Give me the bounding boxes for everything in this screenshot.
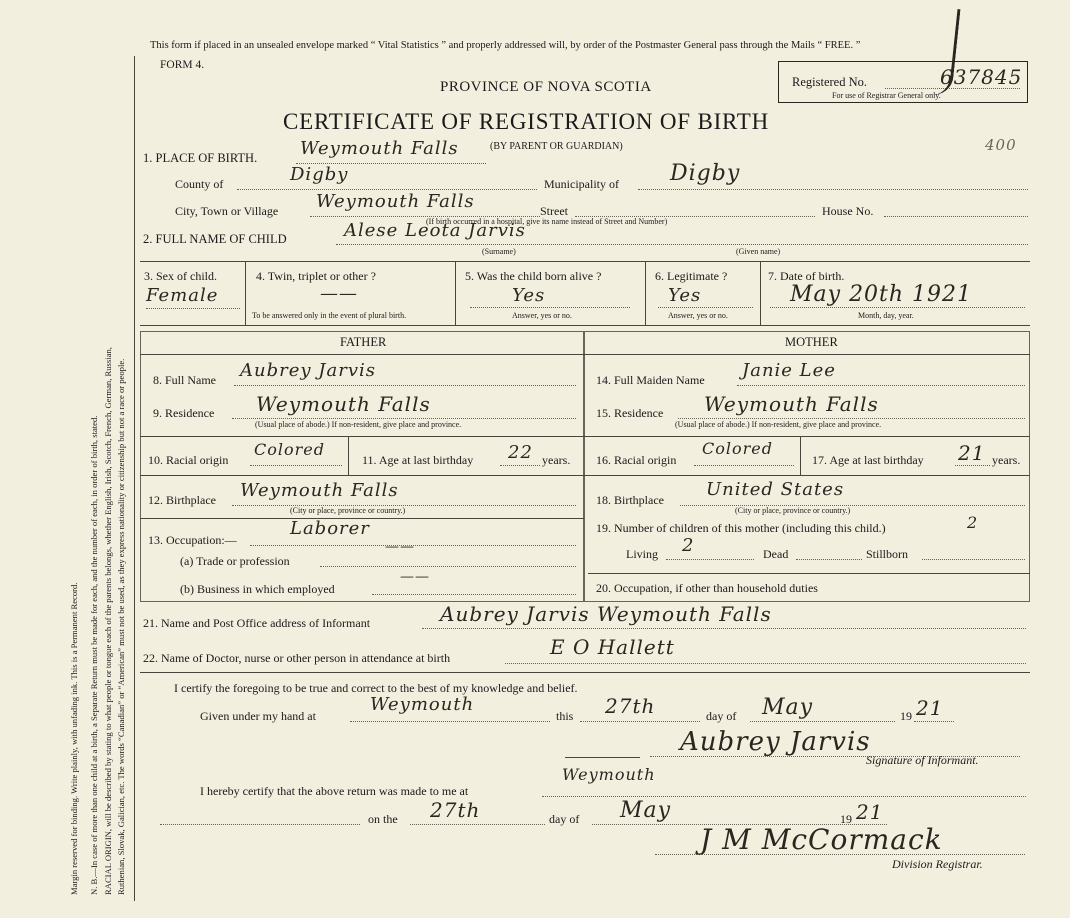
registration-month-value: May [620, 798, 672, 823]
dead-label: Dead [763, 547, 789, 561]
mother-birthplace-label: 18. Birthplace [596, 493, 664, 507]
on-the-label: on the [368, 812, 398, 826]
father-birthplace-label: 12. Birthplace [148, 493, 216, 507]
doctor-label: 22. Name of Doctor, nurse or other person in attendance at birth [143, 651, 451, 665]
mother-age-label: 17. Age at last birthday [812, 453, 924, 467]
living-label: Living [626, 547, 658, 561]
informant-signature: Aubrey Jarvis [680, 727, 871, 757]
born-alive-label: 5. Was the child born alive ? [465, 269, 602, 283]
county-label: County of [175, 177, 224, 191]
father-age-value: 22 [508, 442, 533, 463]
mother-residence-value: Weymouth Falls [704, 392, 879, 416]
division-registrar-label: Division Registrar. [892, 857, 983, 871]
mother-name-value: Janie Lee [742, 360, 836, 381]
surname-note: (Surname) [482, 247, 516, 256]
form-number: FORM 4. [160, 59, 205, 71]
hereby-certify-label: I hereby certify that the above return was made to me at [200, 784, 469, 798]
child-name-label: 2. FULL NAME OF CHILD [143, 232, 287, 246]
given-place-value: Weymouth [370, 694, 475, 715]
father-racial-label: 10. Racial origin [148, 453, 229, 467]
given-month-value: May [762, 695, 814, 720]
father-racial-value: Colored [254, 440, 325, 459]
mother-birthplace-value: United States [706, 479, 845, 500]
certify-statement: I certify the foregoing to be true and correct to the best of my knowledge and belief. [174, 681, 578, 695]
registration-day-value: 27th [430, 798, 481, 822]
doctor-value: E O Hallett [550, 635, 675, 659]
registered-label: Registered No. [792, 75, 867, 89]
child-name-value: Alese Leota Jarvis [344, 220, 526, 241]
place-of-birth-value: Weymouth Falls [300, 138, 459, 159]
place-of-birth-label: 1. PLACE OF BIRTH. [143, 151, 258, 165]
sex-value: Female [146, 285, 219, 306]
date-of-birth-value: May 20th 1921 [790, 282, 973, 307]
stillborn-label: Stillborn [866, 547, 909, 561]
city-value: Weymouth Falls [316, 191, 475, 212]
mother-age-value: 21 [958, 441, 986, 465]
mother-occupation-label: 20. Occupation, if other than household duties [596, 581, 818, 595]
twin-note: To be answered only in the event of plural birth. [252, 311, 407, 320]
margin-note-racial-origin-2: Ruthenian, Slovak, Galician, etc. The words “Canadian” or “American” must not be used, as they express nationality or citizenship but not a race or people. [116, 358, 126, 895]
mother-name-label: 14. Full Maiden Name [596, 373, 705, 387]
twin-value: —— [320, 283, 358, 304]
father-birthplace-note: (City or place, province or country.) [290, 506, 406, 515]
signature-of-informant-label: Signature of Informant. [866, 753, 979, 767]
margin-note-binding: Margin reserved for binding. Write plainly, with unfading ink. This is a Permanent Record. [69, 582, 79, 895]
mail-notice: This form if placed in an unsealed envelope marked “ Vital Statistics ” and properly addressed will, by order of the Postmaster General pass through the Mails “ FREE. ” [150, 40, 861, 51]
corner-mark: 400 [985, 136, 1017, 154]
legitimate-value: Yes [668, 285, 702, 306]
father-age-label: 11. Age at last birthday [362, 453, 474, 467]
margin-rule [134, 56, 135, 901]
children-count-value: 2 [967, 513, 979, 532]
business-label: (b) Business in which employed [180, 582, 335, 596]
given-year-prefix: 19 [900, 709, 912, 723]
given-year-value: 21 [916, 696, 944, 720]
father-occupation-value: Laborer [290, 518, 370, 539]
father-name-label: 8. Full Name [153, 373, 216, 387]
registration-day-of-label: day of [549, 812, 580, 826]
mother-birthplace-note: (City or place, province or country.) [735, 506, 851, 515]
father-residence-note: (Usual place of abode.) If non-resident, give place and province. [255, 420, 462, 429]
father-residence-value: Weymouth Falls [256, 392, 431, 416]
registered-number-value: 637845 [940, 65, 1023, 89]
registration-year-value: 21 [856, 800, 884, 824]
date-of-birth-note: Month, day, year. [858, 311, 914, 320]
municipality-label: Municipality of [544, 177, 619, 191]
born-alive-note: Answer, yes or no. [512, 311, 572, 320]
legitimate-label: 6. Legitimate ? [655, 269, 728, 283]
county-value: Digby [290, 164, 349, 185]
street-label: Street [540, 204, 568, 218]
father-age-years: years. [542, 453, 571, 467]
this-label: this [556, 709, 574, 723]
given-under-label: Given under my hand at [200, 709, 316, 723]
sex-label: 3. Sex of child. [144, 269, 217, 283]
house-number-label: House No. [822, 204, 874, 218]
margin-note-racial-origin-1: RACIAL ORIGIN, will be described by stating to what people or tongue each of the parents belongs, whether English, Irish, Scotch, French, German, Russian, [103, 347, 113, 895]
mother-residence-label: 15. Residence [596, 406, 664, 420]
registration-year-prefix: 19 [840, 812, 852, 826]
children-count-label: 19. Number of children of this mother (including this child.) [596, 521, 886, 535]
mother-racial-value: Colored [702, 439, 773, 458]
city-label: City, Town or Village [175, 204, 279, 218]
father-occupation-label: 13. Occupation:— [148, 533, 237, 547]
given-day-of-label: day of [706, 709, 737, 723]
certificate-title: CERTIFICATE OF REGISTRATION OF BIRTH [283, 109, 770, 134]
province-heading: PROVINCE OF NOVA SCOTIA [440, 79, 652, 95]
twin-label: 4. Twin, triplet or other ? [256, 269, 376, 283]
informant-label: 21. Name and Post Office address of Informant [143, 616, 371, 630]
registrar-signature: J M McCormack [700, 823, 943, 856]
given-day-value: 27th [605, 694, 656, 718]
date-of-birth-label: 7. Date of birth. [768, 269, 845, 283]
father-heading: FATHER [340, 335, 387, 349]
father-residence-label: 9. Residence [153, 406, 215, 420]
by-parent-note: (BY PARENT OR GUARDIAN) [490, 141, 623, 152]
margin-note-multiple-births: N. B.—In case of more than one child at a birth, a Separate Return must be made for each, and the number of each, in order of birth, stated. [89, 415, 99, 895]
given-name-note: (Given name) [736, 247, 781, 256]
trade-value: —— [385, 539, 415, 555]
trade-label: (a) Trade or profession [180, 554, 290, 568]
hereby-place-value: Weymouth [562, 765, 656, 784]
municipality-value: Digby [670, 161, 741, 186]
mother-residence-note: (Usual place of abode.) If non-resident, give place and province. [675, 420, 882, 429]
mother-heading: MOTHER [785, 335, 838, 349]
registrar-note: For use of Registrar General only. [832, 91, 941, 100]
father-birthplace-value: Weymouth Falls [240, 480, 399, 501]
business-value: —— [400, 569, 430, 585]
born-alive-value: Yes [512, 285, 546, 306]
mother-racial-label: 16. Racial origin [596, 453, 677, 467]
legitimate-note: Answer, yes or no. [668, 311, 728, 320]
hospital-note: (If birth occurred in a hospital, give its name instead of Street and Number) [426, 217, 668, 226]
mother-age-years: years. [992, 453, 1021, 467]
living-value: 2 [682, 535, 695, 556]
informant-value: Aubrey Jarvis Weymouth Falls [440, 602, 772, 626]
father-name-value: Aubrey Jarvis [240, 360, 376, 381]
